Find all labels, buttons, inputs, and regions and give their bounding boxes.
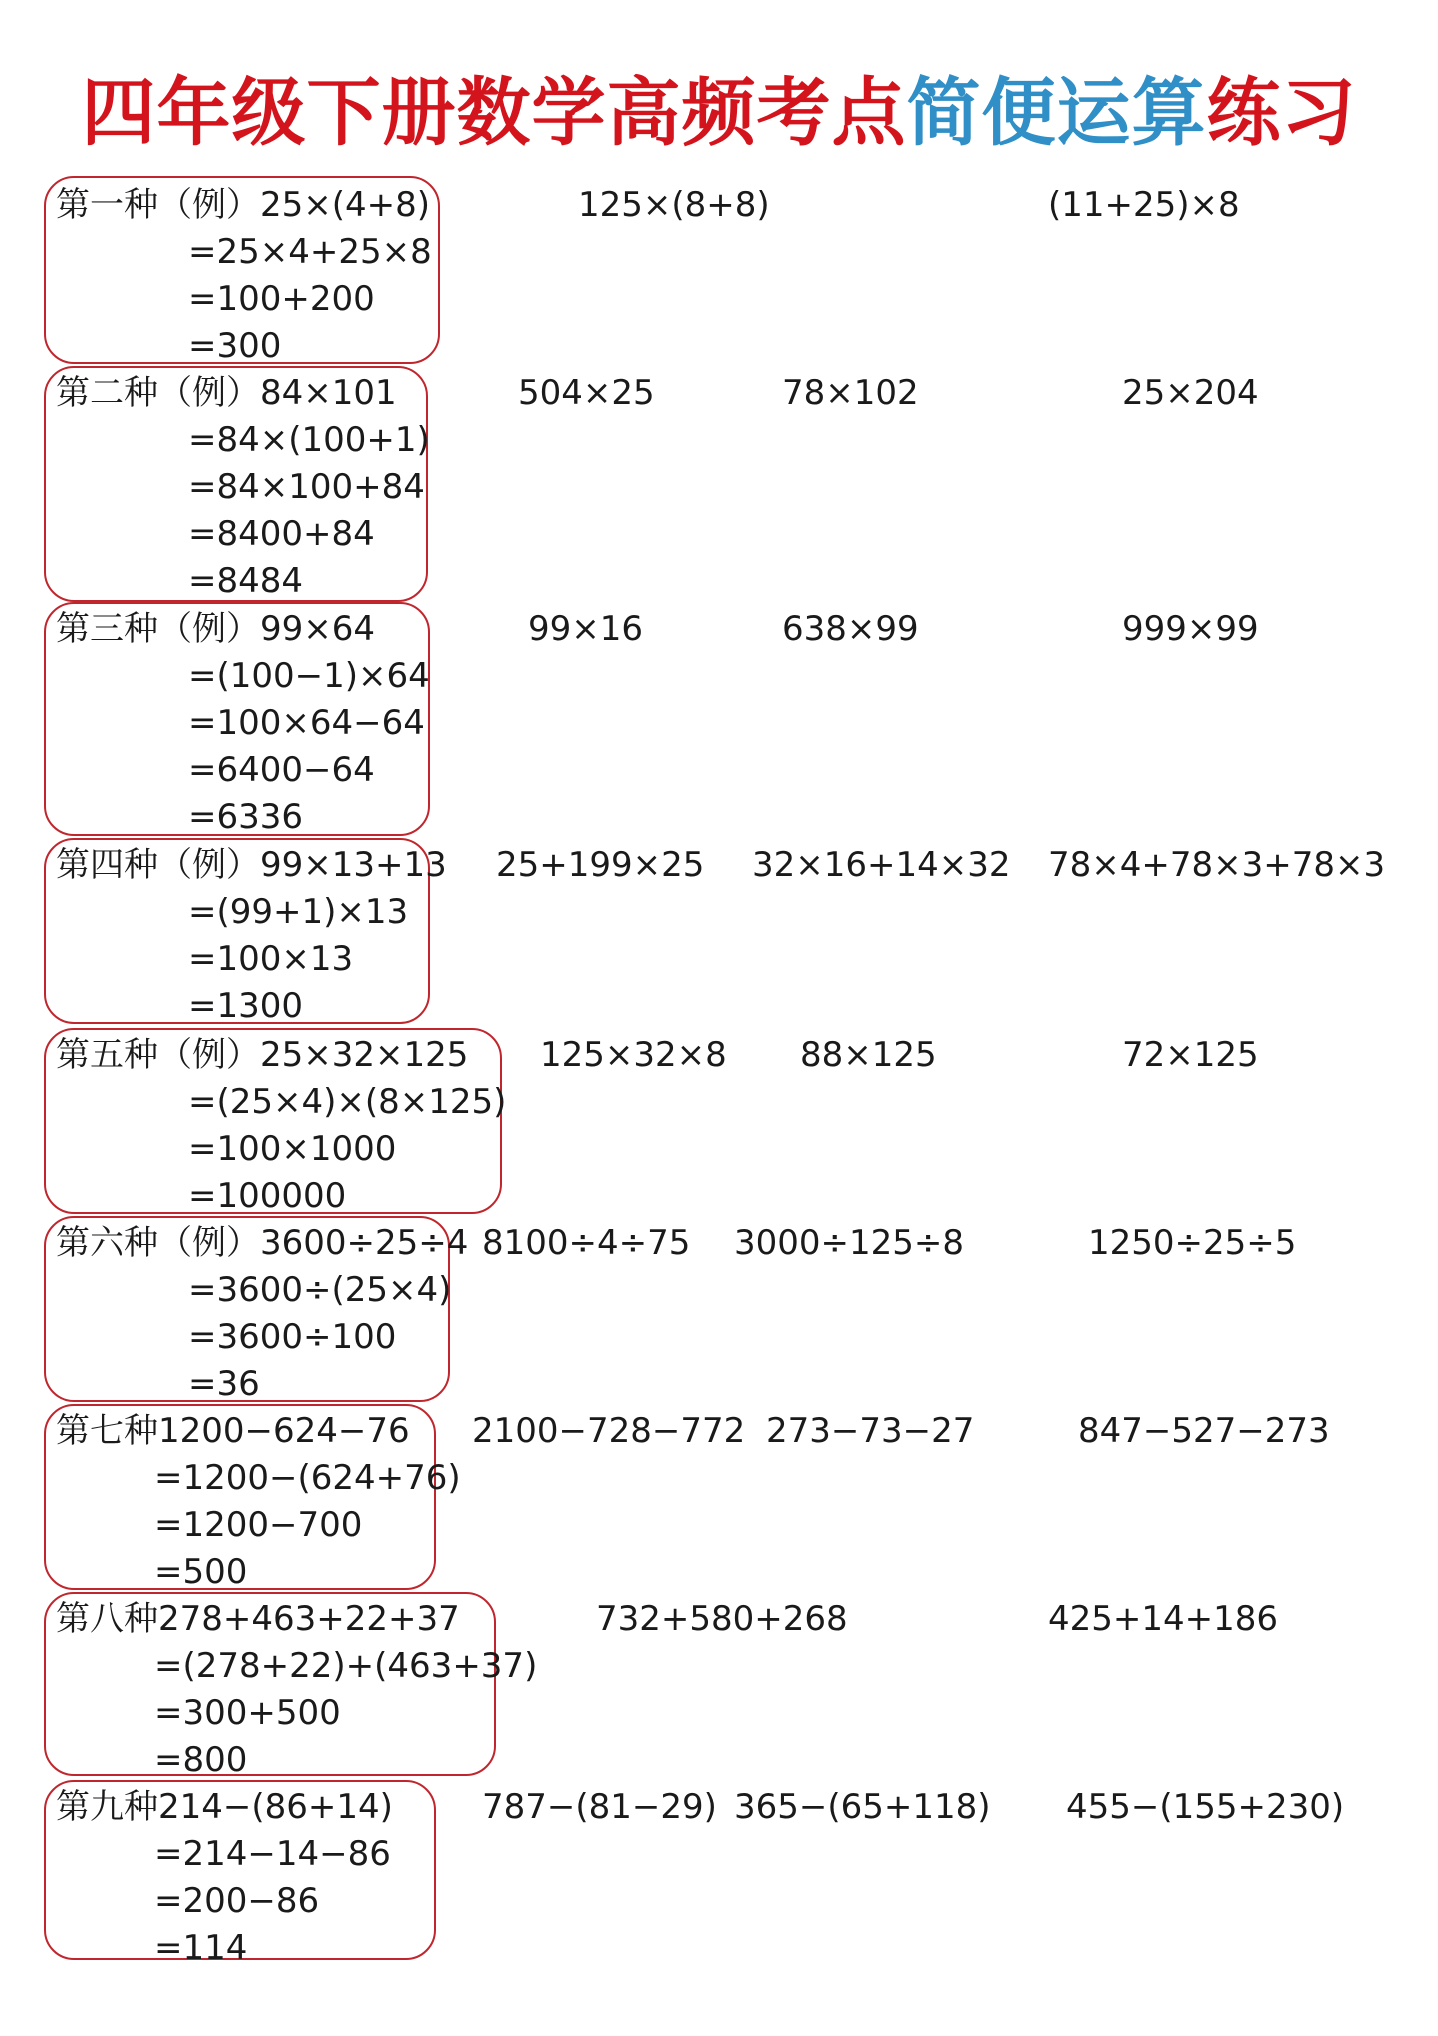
- example-expression: 99×64: [260, 609, 376, 649]
- section-label: [56, 1784, 393, 1831]
- label-text: 第六种（例）: [56, 1223, 260, 1263]
- section-label: [56, 606, 375, 653]
- step-1: =(278+22)+(463+37): [154, 1646, 538, 1686]
- exercise-3: 1250÷25÷5: [1088, 1223, 1297, 1263]
- label-text: 第八种: [56, 1599, 158, 1639]
- step-2: =1200−700: [154, 1505, 363, 1545]
- label-text: 第四种（例）: [56, 845, 260, 885]
- exercise-3: 847−527−273: [1078, 1411, 1330, 1451]
- example-expression: 84×101: [260, 373, 397, 413]
- section-label: [56, 1032, 468, 1079]
- label-text: 第一种（例）: [56, 185, 260, 225]
- exercise-1: 125×32×8: [540, 1035, 727, 1075]
- step-4: =8484: [188, 561, 304, 601]
- exercise-3: 72×125: [1122, 1035, 1259, 1075]
- section-label: [56, 1408, 410, 1455]
- step-1: =3600÷(25×4): [188, 1270, 452, 1310]
- example-expression: 1200−624−76: [158, 1411, 410, 1451]
- exercise-1: 8100÷4÷75: [482, 1223, 691, 1263]
- step-1: =(100−1)×64: [188, 656, 430, 696]
- exercise-1: 25+199×25: [496, 845, 705, 885]
- exercise-2: 78×102: [782, 373, 919, 413]
- step-2: =84×100+84: [188, 467, 425, 507]
- section-label: [56, 1596, 460, 1643]
- title-part-red: 四年级下册数学高频考点: [81, 70, 907, 156]
- step-1: =25×4+25×8: [188, 232, 432, 272]
- title-part-blue: 简便运算: [906, 70, 1207, 156]
- step-3: =114: [154, 1928, 248, 1968]
- exercise-1: 99×16: [528, 609, 644, 649]
- step-2: =100×1000: [188, 1129, 397, 1169]
- step-2: =100×13: [188, 939, 354, 979]
- exercise-1: 732+580+268: [596, 1599, 848, 1639]
- step-2: =3600÷100: [188, 1317, 397, 1357]
- exercise-2: 638×99: [782, 609, 919, 649]
- section-label: [56, 182, 430, 229]
- step-3: =8400+84: [188, 514, 375, 554]
- step-1: =214−14−86: [154, 1834, 391, 1874]
- step-3: =300: [188, 326, 282, 366]
- example-expression: 25×(4+8): [260, 185, 431, 225]
- exercise-3: 25×204: [1122, 373, 1259, 413]
- exercise-2: 32×16+14×32: [752, 845, 1011, 885]
- example-expression: 214−(86+14): [158, 1787, 393, 1827]
- exercise-1: 787−(81−29): [482, 1787, 717, 1827]
- step-4: =6336: [188, 797, 304, 837]
- page-title: [0, 68, 1438, 158]
- exercise-2: (11+25)×8: [1048, 185, 1240, 225]
- label-text: 第七种: [56, 1411, 158, 1451]
- exercise-2: 273−73−27: [766, 1411, 975, 1451]
- section-label: [56, 842, 447, 889]
- label-text: 第九种: [56, 1787, 158, 1827]
- step-1: =(99+1)×13: [188, 892, 409, 932]
- exercise-2: 3000÷125÷8: [734, 1223, 965, 1263]
- label-text: 第五种（例）: [56, 1035, 260, 1075]
- section-label: [56, 1220, 468, 1267]
- example-expression: 278+463+22+37: [158, 1599, 460, 1639]
- exercise-3: 999×99: [1122, 609, 1259, 649]
- exercise-3: 78×4+78×3+78×3: [1048, 845, 1386, 885]
- section-label: [56, 370, 397, 417]
- example-expression: 99×13+13: [260, 845, 447, 885]
- exercise-1: 2100−728−772: [472, 1411, 746, 1451]
- exercise-3: 455−(155+230): [1066, 1787, 1345, 1827]
- label-text: 第三种（例）: [56, 609, 260, 649]
- step-3: =1300: [188, 986, 304, 1026]
- step-1: =1200−(624+76): [154, 1458, 461, 1498]
- step-3: =36: [188, 1364, 260, 1404]
- example-expression: 3600÷25÷4: [260, 1223, 469, 1263]
- step-1: =84×(100+1): [188, 420, 430, 460]
- title-part-red-end: 练习: [1206, 70, 1357, 156]
- step-2: =100+200: [188, 279, 375, 319]
- step-2: =200−86: [154, 1881, 320, 1921]
- step-2: =100×64−64: [188, 703, 425, 743]
- step-1: =(25×4)×(8×125): [188, 1082, 507, 1122]
- exercise-1: 504×25: [518, 373, 655, 413]
- step-3: =800: [154, 1740, 248, 1780]
- example-expression: 25×32×125: [260, 1035, 469, 1075]
- step-3: =6400−64: [188, 750, 375, 790]
- step-3: =500: [154, 1552, 248, 1592]
- exercise-2: 88×125: [800, 1035, 937, 1075]
- step-2: =300+500: [154, 1693, 341, 1733]
- step-3: =100000: [188, 1176, 347, 1216]
- exercise-2: 425+14+186: [1048, 1599, 1279, 1639]
- exercise-1: 125×(8+8): [578, 185, 770, 225]
- label-text: 第二种（例）: [56, 373, 260, 413]
- exercise-2: 365−(65+118): [734, 1787, 991, 1827]
